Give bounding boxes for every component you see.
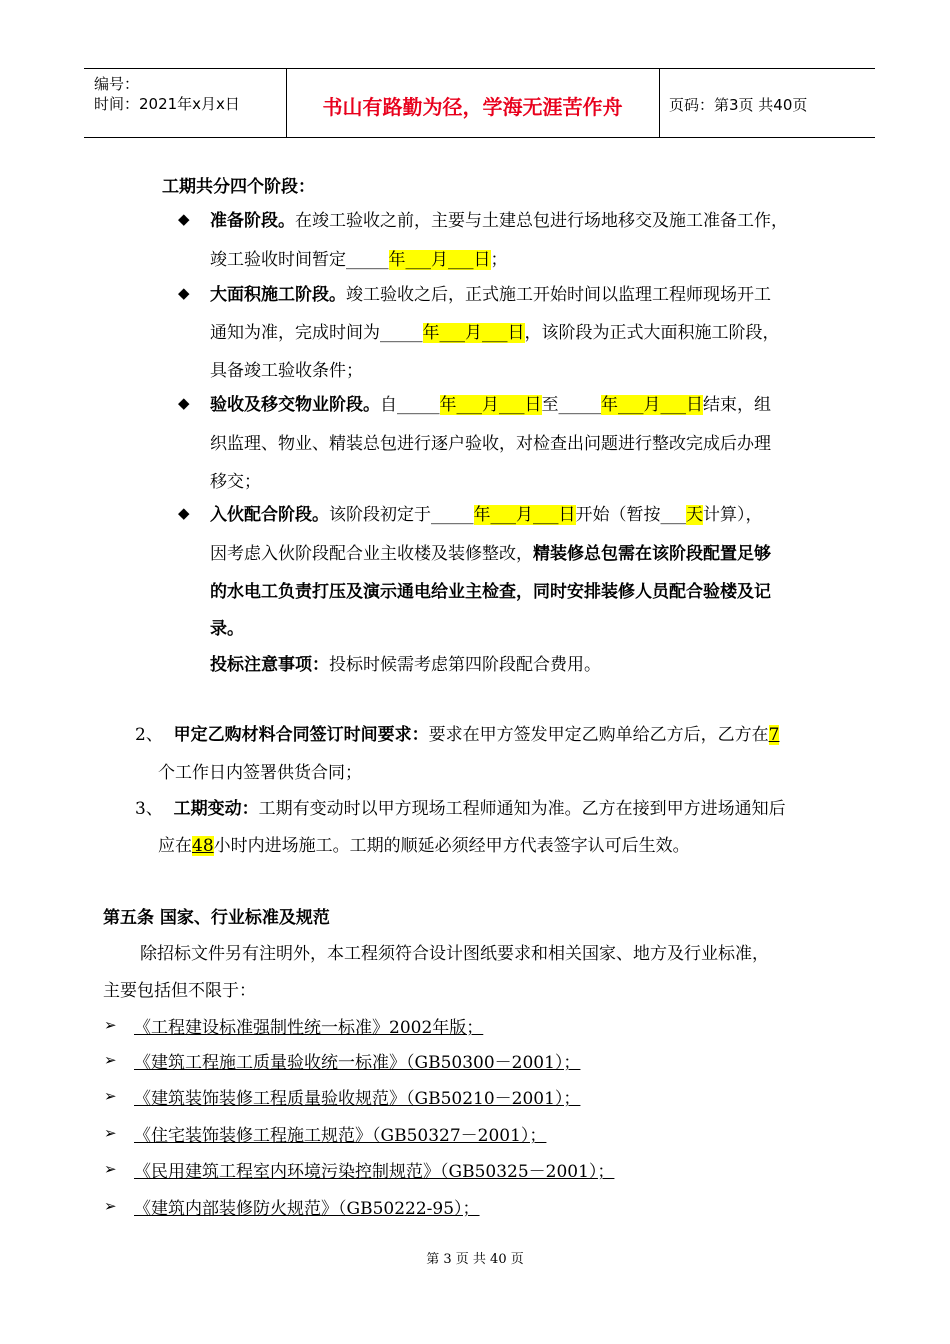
arrow-bullet-icon: ➢ [104, 1124, 117, 1142]
diamond-bullet-icon: ◆ [178, 210, 190, 228]
stage4-line2: 因考虑入伙阶段配合业主收楼及装修整改，精装修总包需在该阶段配置足够 [210, 544, 771, 564]
date-highlight: 年___月___日 [601, 395, 703, 415]
item3-line1: 3、 工期变动：工期有变动时以甲方现场工程师通知为准。乙方在接到甲方进场通知后 [135, 799, 786, 819]
stage3-line3: 移交； [210, 472, 261, 492]
item2-line2: 个工作日内签署供货合同； [158, 763, 362, 783]
stage4-line1: 入伙配合阶段。该阶段初定于_____年___月___日开始（暂按___天计算）， [210, 505, 763, 525]
standard-item: 《建筑内部装修防火规范》（GB50222-95）； [134, 1199, 480, 1219]
arrow-bullet-icon: ➢ [104, 1016, 117, 1034]
standard-item: 《民用建筑工程室内环境污染控制规范》（GB50325－2001）； [134, 1162, 615, 1182]
page-header [84, 68, 875, 138]
page-footer: 第 3 页 共 40 页 [426, 1252, 524, 1267]
stage1-line1: 准备阶段。在竣工验收之前，主要与土建总包进行场地移交及施工准备工作， [210, 211, 788, 231]
diamond-bullet-icon: ◆ [178, 504, 190, 522]
article5-title: 第五条 国家、行业标准及规范 [103, 908, 330, 928]
arrow-bullet-icon: ➢ [104, 1087, 117, 1105]
arrow-bullet-icon: ➢ [104, 1051, 117, 1069]
standard-item: 《建筑装饰装修工程质量验收规范》（GB50210－2001）； [134, 1089, 581, 1109]
hours-highlight: 48 [192, 836, 214, 856]
days-highlight: 7 [768, 725, 780, 745]
stage3-line2: 织监理、物业、精装总包进行逐户验收，对检查出问题进行整改完成后办理 [210, 434, 771, 454]
bid-note: 投标注意事项：投标时候需考虑第四阶段配合费用。 [210, 655, 601, 675]
standard-item: 《工程建设标准强制性统一标准》2002年版； [134, 1018, 484, 1038]
doc-number-label: 编号： [94, 75, 140, 93]
stage3-line1: 验收及移交物业阶段。自_____年___月___日至_____年___月___日结束，组 [210, 395, 771, 415]
item2-line1: 2、 甲定乙购材料合同签订时间要求：要求在甲方签发甲定乙购单给乙方后，乙方在7 [135, 725, 780, 745]
diamond-bullet-icon: ◆ [178, 394, 190, 412]
arrow-bullet-icon: ➢ [104, 1160, 117, 1178]
standard-item: 《建筑工程施工质量验收统一标准》（GB50300－2001）； [134, 1053, 581, 1073]
item3-line2: 应在48小时内进场施工。工期的顺延必须经甲方代表签字认可后生效。 [158, 836, 690, 856]
doc-time-label: 时间：2021年x月x日 [94, 95, 240, 113]
diamond-bullet-icon: ◆ [178, 284, 190, 302]
arrow-bullet-icon: ➢ [104, 1197, 117, 1215]
stage2-line1: 大面积施工阶段。竣工验收之后，正式施工开始时间以监理工程师现场开工 [210, 285, 771, 305]
header-motto: 书山有路勤为径，学海无涯苦作舟 [322, 95, 623, 119]
section-intro: 工期共分四个阶段： [162, 177, 315, 197]
standard-item: 《住宅装饰装修工程施工规范》（GB50327－2001）； [134, 1126, 547, 1146]
date-highlight: 年___月___日 [439, 395, 542, 415]
stage2-line2: 通知为准，完成时间为_____年___月___日，该阶段为正式大面积施工阶段， [210, 323, 780, 343]
stage1-line2: 竣工验收时间暂定_____年___月___日； [210, 250, 508, 270]
header-divider [659, 69, 660, 137]
stage2-line3: 具备竣工验收条件； [210, 361, 363, 381]
year-highlight: 年___月___日 [388, 250, 491, 270]
header-page-label: 页码：第3页 共40页 [669, 96, 808, 114]
article5-para2: 主要包括但不限于： [103, 981, 256, 1001]
stage4-line3: 的水电工负责打压及演示通电给业主检查，同时安排装修人员配合验楼及记 [210, 582, 771, 602]
date-highlight: 年___月___日 [473, 505, 576, 525]
date-highlight: 年___月___日 [422, 323, 525, 343]
article5-para1: 除招标文件另有注明外，本工程须符合设计图纸要求和相关国家、地方及行业标准， [140, 944, 769, 964]
stage4-line4: 录。 [210, 619, 244, 639]
